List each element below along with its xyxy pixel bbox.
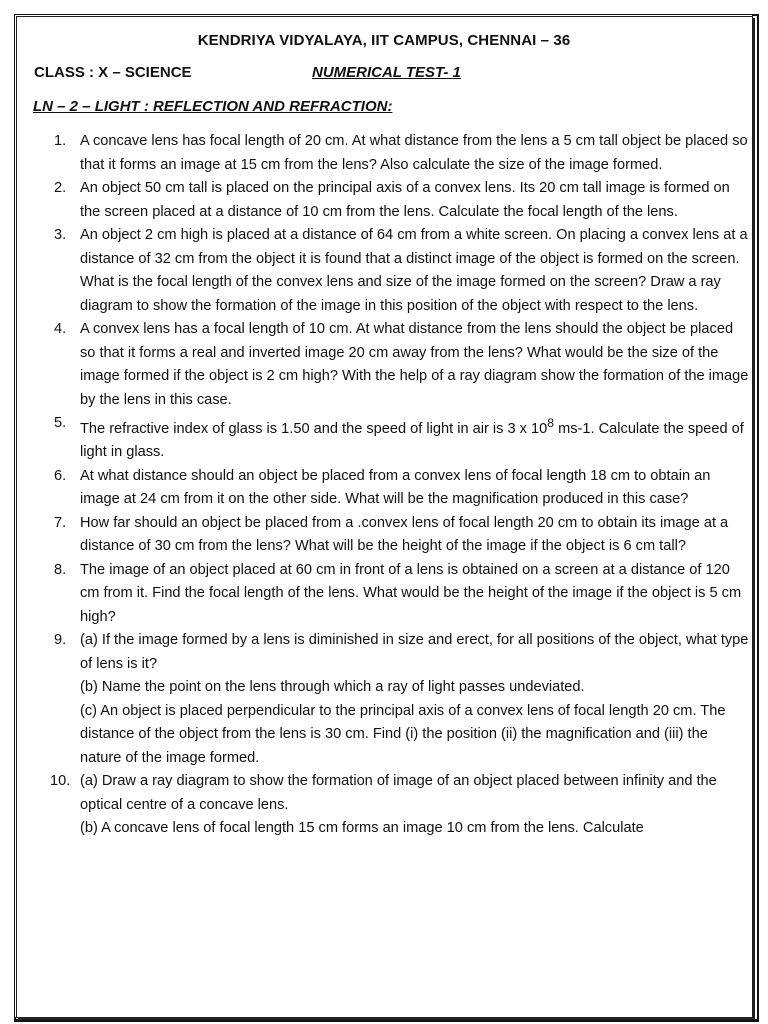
question-number: 7.: [54, 514, 67, 531]
header-row: [34, 64, 754, 86]
question-text-before: The refractive index of glass is 1.50 and the speed of light in air is 3 x 10: [80, 420, 548, 437]
question-4: [50, 318, 752, 412]
question-text: At what distance should an object be placed from a convex lens of focal length 18 cm to obtain an image at 24 cm from it on the other side. What will be the magnification produced in this case?: [80, 467, 711, 508]
question-number: 2.: [54, 180, 67, 196]
question-text: A concave lens has focal length of 20 cm. At what distance from the lens a 5 cm tall object be placed so that it forms an image at 15 cm from the lens? Also calculate the size of the image formed.: [80, 133, 748, 173]
question-2: [50, 177, 752, 224]
class-label: CLASS : X – SCIENCE: [34, 64, 192, 81]
question-part-c: (c) An object is placed perpendicular to the principal axis of a convex lens of focal length 20 cm. The distance of the object from the lens is 30 cm. Find (i) the position (ii) the magnification and (iii) the nature of the image formed.: [80, 702, 726, 766]
question-number: 1.: [54, 133, 67, 149]
question-part-a: (a) Draw a ray diagram to show the formation of image of an object placed between infinity and the optical centre of a concave lens.: [80, 773, 717, 813]
question-part-b: (b) Name the point on the lens through which a ray of light passes undeviated.: [80, 679, 585, 696]
question-number: 10.: [50, 773, 71, 790]
question-1: [50, 130, 752, 177]
test-title: NUMERICAL TEST- 1: [312, 64, 461, 81]
question-number: 4.: [54, 321, 67, 337]
question-part-b: (b) A concave lens of focal length 15 cm forms an image 10 cm from the lens. Calculate: [80, 820, 644, 837]
question-text: How far should an object be placed from a .convex lens of focal length 20 cm to obtain its image at a distance of 30 cm from the lens? What will be the height of the image if the object is 6 cm tall?: [80, 514, 729, 555]
question-part-a: (a) If the image formed by a lens is diminished in size and erect, for all positions of the object, what type of lens is it?: [80, 632, 749, 672]
question-text: [80, 416, 744, 461]
question-text: The image of an object placed at 60 cm in front of a lens is obtained on a screen at a distance of 120 cm from it. Find the focal length of the lens. What would be the height of the image if the object is 5 cm high?: [80, 561, 742, 625]
question-5: [50, 412, 752, 465]
question-number: 8.: [54, 561, 67, 578]
question-8: [50, 559, 752, 630]
question-list: [50, 130, 752, 841]
question-9: [50, 629, 752, 770]
school-name: KENDRIYA VIDYALAYA, IIT CAMPUS, CHENNAI – 36: [197, 32, 571, 49]
question-number: 3.: [54, 227, 67, 243]
question-text: An object 50 cm tall is placed on the principal axis of a convex lens. Its 20 cm tall image is formed on the screen placed at a distance of 10 cm from the lens. Calculate the focal length of the lens.: [80, 180, 730, 220]
exponent: 8: [547, 416, 555, 430]
question-text: A convex lens has a focal length of 10 cm. At what distance from the lens should the object be placed so that it forms a real and inverted image 20 cm away from the lens? What would be the size of the image formed if the object is 2 cm high? With the help of a ray diagram show the formation of the image by the lens in this case.: [80, 321, 749, 408]
question-number: 9.: [54, 632, 67, 649]
question-text-after: ms-1. Calculate the speed of light in glass.: [80, 420, 744, 461]
question-3: [50, 224, 752, 318]
question-6: [50, 465, 752, 512]
chapter-title: LN – 2 – LIGHT : REFLECTION AND REFRACTION:: [33, 98, 393, 115]
question-10: [50, 770, 752, 841]
question-number: 5.: [54, 415, 67, 431]
question-7: [50, 512, 752, 559]
question-number: 6.: [54, 467, 67, 484]
question-text: An object 2 cm high is placed at a distance of 64 cm from a white screen. On placing a convex lens at a distance of 32 cm from the object it is found that a distinct image of the object is formed on the screen. What is the focal length of the convex lens and size of the image formed on the screen? Draw a ray diagram to show the formation of the image in this position of the object with respect to the lens.: [80, 227, 748, 314]
